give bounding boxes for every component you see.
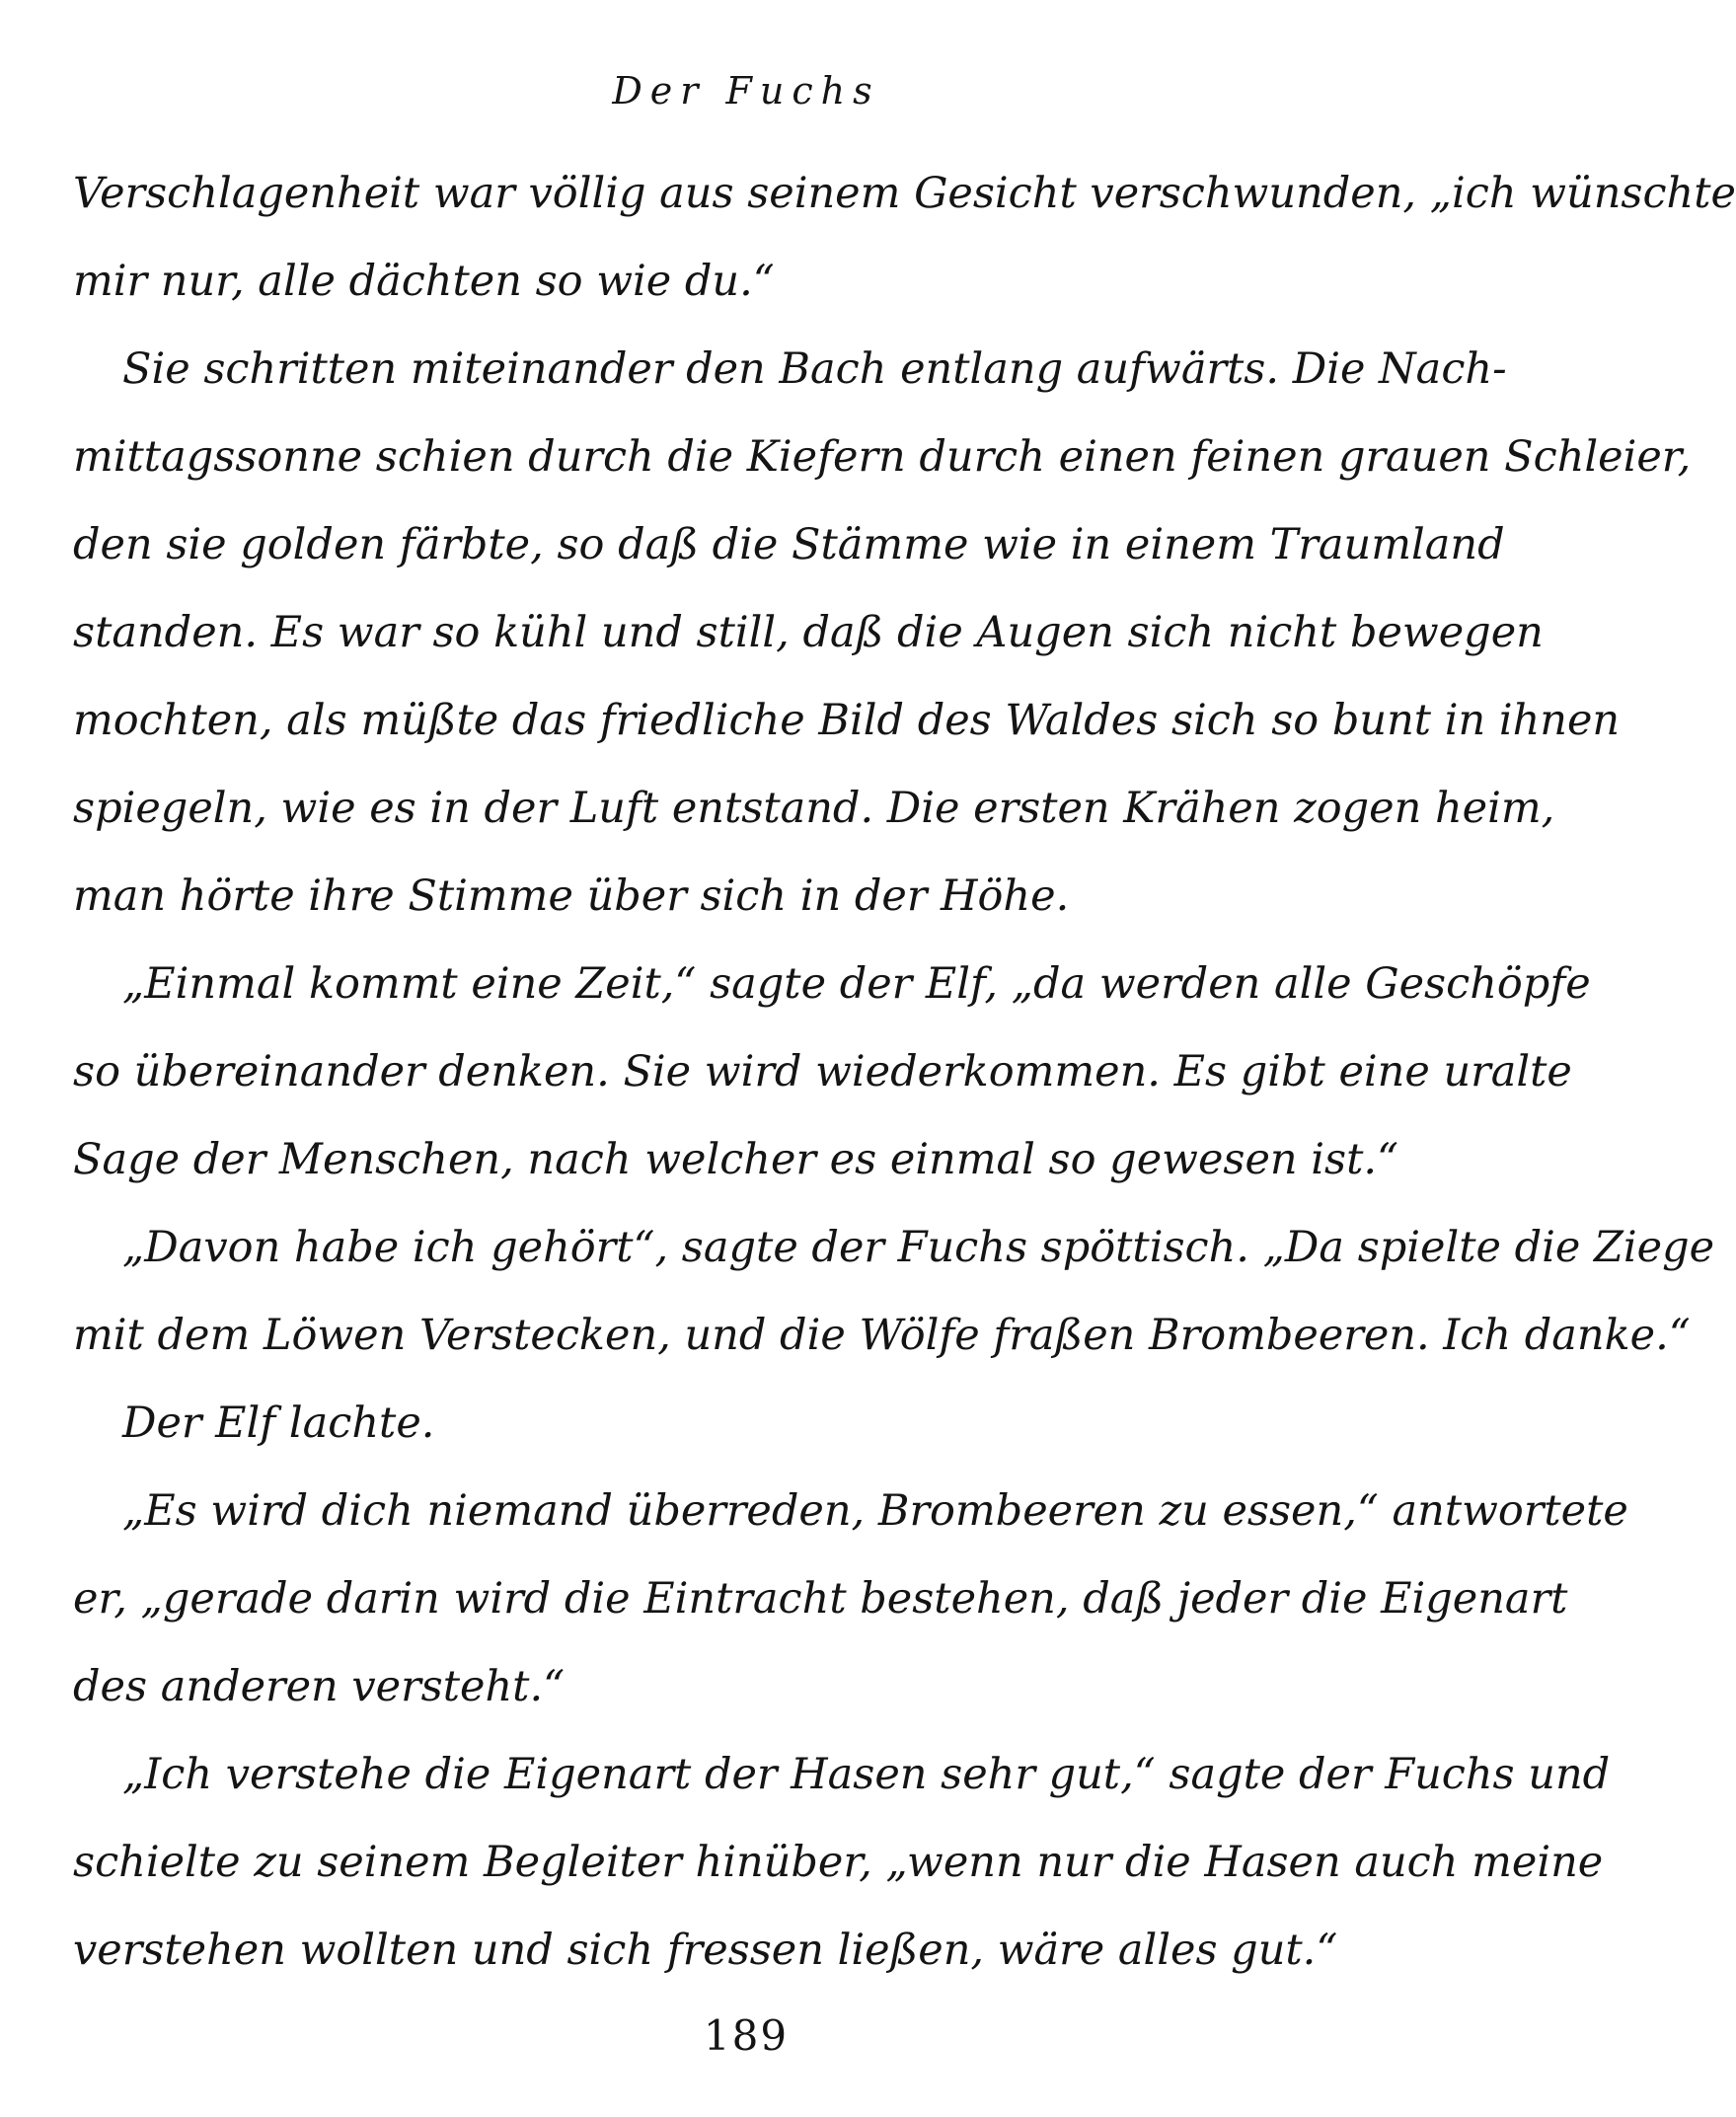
text-line: man hörte ihre Stimme über sich in der Höhe. xyxy=(73,871,1070,921)
text-line: mir nur, alle dächten so wie du.“ xyxy=(73,257,775,306)
text-line: so übereinander denken. Sie wird wiederkommen. Es gibt eine uralte xyxy=(73,1047,1572,1096)
page-number: 189 xyxy=(703,2011,790,2060)
text-line: mit dem Löwen Verstecken, und die Wölfe fraßen Brombeeren. Ich danke.“ xyxy=(73,1311,1691,1360)
text-line: „Einmal kommt eine Zeit,“ sagte der Elf, „da werden alle Geschöpfe xyxy=(122,959,1591,1009)
text-line: Sie schritten miteinander den Bach entlang aufwärts. Die Nach- xyxy=(122,344,1507,394)
text-line: des anderen versteht.“ xyxy=(73,1662,566,1711)
text-line: Sage der Menschen, nach welcher es einmal so gewesen ist.“ xyxy=(73,1135,1399,1184)
text-line: den sie golden färbte, so daß die Stämme wie in einem Traumland xyxy=(73,520,1505,569)
text-line: „Es wird dich niemand überreden, Brombeeren zu essen,“ antwortete xyxy=(122,1486,1628,1536)
text-line: standen. Es war so kühl und still, daß die Augen sich nicht bewegen xyxy=(73,608,1544,657)
text-line: schielte zu seinem Begleiter hinüber, „wenn nur die Hasen auch meine xyxy=(73,1838,1604,1887)
running-head: Der Fuchs xyxy=(612,69,880,113)
text-line: verstehen wollten und sich fressen ließen, wäre alles gut.“ xyxy=(73,1926,1338,1975)
text-line: „Davon habe ich gehört“, sagte der Fuchs spöttisch. „Da spielte die Ziege xyxy=(122,1223,1715,1272)
text-line: „Ich verstehe die Eigenart der Hasen sehr gut,“ sagte der Fuchs und xyxy=(122,1750,1611,1799)
text-line: er, „gerade darin wird die Eintracht bestehen, daß jeder die Eigenart xyxy=(73,1574,1568,1624)
text-line: Verschlagenheit war völlig aus seinem Gesicht verschwunden, „ich wünschte xyxy=(73,169,1736,218)
body-text xyxy=(73,150,1736,1995)
text-line: spiegeln, wie es in der Luft entstand. Die ersten Krähen zogen heim, xyxy=(73,784,1555,833)
text-line: Der Elf lachte. xyxy=(122,1399,435,1448)
text-line: mittagssonne schien durch die Kiefern durch einen feinen grauen Schleier, xyxy=(73,432,1692,482)
text-line: mochten, als müßte das friedliche Bild des Waldes sich so bunt in ihnen xyxy=(73,696,1621,745)
